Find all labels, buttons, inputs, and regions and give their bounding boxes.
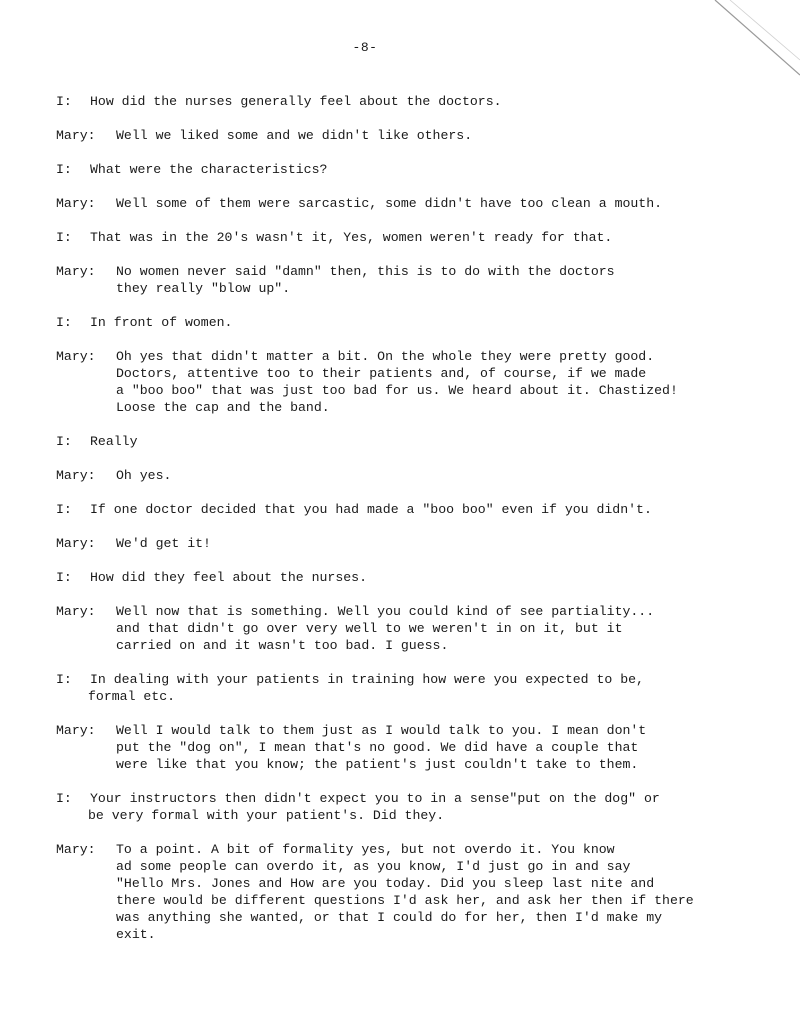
entry-line: carried on and it wasn't too bad. I guess.: [116, 638, 449, 653]
entry-line: and that didn't go over very well to we weren't in on it, but it: [116, 621, 623, 636]
entry-line: Well now that is something. Well you could kind of see partiality...: [116, 604, 655, 619]
transcript-entry: [56, 195, 662, 212]
entry-line: Well some of them were sarcastic, some didn't have too clean a mouth.: [116, 196, 663, 211]
speaker-label: Mary:: [56, 468, 96, 483]
transcript-entry: [56, 569, 367, 586]
transcript-entry: [56, 348, 678, 416]
entry-line: In front of women.: [90, 315, 233, 330]
speaker-label: Mary:: [56, 264, 96, 279]
speaker-label: Mary:: [56, 842, 96, 857]
speaker-label: I:: [56, 162, 72, 177]
entry-line: "Hello Mrs. Jones and How are you today. Did you sleep last nite and: [116, 876, 655, 891]
transcript-entry: [56, 93, 502, 110]
entry-line: Loose the cap and the band.: [116, 400, 330, 415]
speaker-label: I:: [56, 94, 72, 109]
entry-line: be very formal with your patient's. Did they.: [88, 808, 445, 823]
transcript-entry: [56, 841, 694, 943]
speaker-label: Mary:: [56, 604, 96, 619]
entry-line: a "boo boo" that was just too bad for us. We heard about it. Chastized!: [116, 383, 678, 398]
speaker-label: Mary:: [56, 128, 96, 143]
entry-line: No women never said "damn" then, this is to do with the doctors: [116, 264, 615, 279]
entry-line: Well I would talk to them just as I would talk to you. I mean don't: [116, 723, 647, 738]
entry-line: We'd get it!: [116, 536, 211, 551]
speaker-label: I:: [56, 434, 72, 449]
entry-line: Your instructors then didn't expect you to in a sense"put on the dog" or: [90, 791, 660, 806]
transcript-entry: [56, 127, 472, 144]
speaker-label: Mary:: [56, 536, 96, 551]
entry-line: were like that you know; the patient's just couldn't take to them.: [116, 757, 639, 772]
speaker-label: I:: [56, 672, 72, 687]
transcript-entry: [56, 467, 171, 484]
entry-line: they really "blow up".: [116, 281, 291, 296]
entry-line: How did the nurses generally feel about the doctors.: [90, 94, 502, 109]
transcript-entry: [56, 263, 615, 297]
entry-line: was anything she wanted, or that I could do for her, then I'd make my: [116, 910, 663, 925]
entry-line: Well we liked some and we didn't like others.: [116, 128, 473, 143]
transcript-entry: [56, 722, 646, 773]
entry-line: That was in the 20's wasn't it, Yes, women weren't ready for that.: [90, 230, 613, 245]
entry-line: ad some people can overdo it, as you know, I'd just go in and say: [116, 859, 631, 874]
speaker-label: I:: [56, 502, 72, 517]
entry-line: What were the characteristics?: [90, 162, 328, 177]
transcript-entry: [56, 790, 660, 824]
entry-line: formal etc.: [88, 689, 176, 704]
speaker-label: I:: [56, 315, 72, 330]
speaker-label: I:: [56, 791, 72, 806]
transcript-entry: [56, 229, 612, 246]
entry-line: Doctors, attentive too to their patients and, of course, if we made: [116, 366, 647, 381]
entry-line: put the "dog on", I mean that's no good. We did have a couple that: [116, 740, 639, 755]
transcript-entry: [56, 535, 211, 552]
speaker-label: Mary:: [56, 723, 96, 738]
transcript-entry: [56, 603, 654, 654]
entry-line: Oh yes that didn't matter a bit. On the whole they were pretty good.: [116, 349, 655, 364]
entry-line: there would be different questions I'd ask her, and ask her then if there: [116, 893, 694, 908]
entry-line: Oh yes.: [116, 468, 172, 483]
transcript-entry: [56, 433, 137, 450]
transcript-entry: [56, 501, 652, 518]
entry-line: To a point. A bit of formality yes, but not overdo it. You know: [116, 842, 615, 857]
speaker-label: I:: [56, 570, 72, 585]
page-number: -8-: [352, 40, 378, 55]
entry-line: In dealing with your patients in training how were you expected to be,: [90, 672, 644, 687]
entry-line: exit.: [116, 927, 156, 942]
speaker-label: I:: [56, 230, 72, 245]
entry-line: If one doctor decided that you had made a "boo boo" even if you didn't.: [90, 502, 652, 517]
speaker-label: Mary:: [56, 196, 96, 211]
entry-line: Really: [90, 434, 138, 449]
page-corner-fold: [670, 0, 800, 110]
transcript-entry: [56, 671, 644, 705]
entry-line: How did they feel about the nurses.: [90, 570, 367, 585]
transcript-entry: [56, 161, 327, 178]
transcript-entry: [56, 314, 232, 331]
speaker-label: Mary:: [56, 349, 96, 364]
